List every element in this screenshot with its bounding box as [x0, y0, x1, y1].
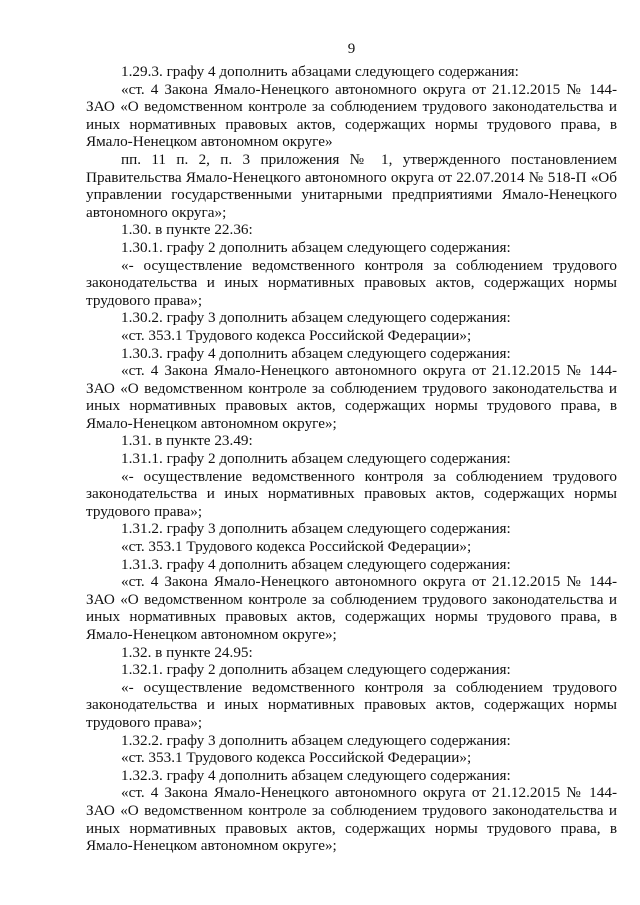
- paragraph-1-31-2: 1.31.2. графу 3 дополнить абзацем следующего содержания:: [121, 520, 511, 538]
- paragraph-control-text: «- осуществление ведомственного контроля за соблюдением трудового законодательства и иных нормативных правовых актов, содержащих нормы трудового права»;: [86, 467, 617, 520]
- paragraph-resolution-reference: пп. 11 п. 2, п. 3 приложения № 1, утвержденного постановлением Правительства Ямало-Ненецкого автономного округа от 22.07.2014 № 518-П «Об управлении государственными унитарными предприятиями Ямало-Ненецкого автономного округа»;: [86, 150, 617, 221]
- paragraph-1-31: 1.31. в пункте 23.49:: [121, 432, 253, 450]
- paragraph-1-32-2: 1.32.2. графу 3 дополнить абзацем следующего содержания:: [121, 731, 511, 749]
- page-number: 9: [347, 41, 356, 57]
- paragraph-control-text: «- осуществление ведомственного контроля за соблюдением трудового законодательства и иных нормативных правовых актов, содержащих нормы трудового права»;: [86, 256, 617, 309]
- paragraph-labor-code: «ст. 353.1 Трудового кодекса Российской Федерации»;: [121, 749, 472, 767]
- paragraph-1-32-1: 1.32.1. графу 2 дополнить абзацем следующего содержания:: [121, 661, 511, 679]
- paragraph-1-29-3: 1.29.3. графу 4 дополнить абзацами следующего содержания:: [121, 63, 519, 80]
- document-page: [86, 0, 617, 905]
- paragraph-1-30-2: 1.30.2. графу 3 дополнить абзацем следующего содержания:: [121, 309, 511, 327]
- paragraph-labor-code: «ст. 353.1 Трудового кодекса Российской Федерации»;: [121, 326, 472, 344]
- paragraph-1-30: 1.30. в пункте 22.36:: [121, 221, 253, 239]
- paragraph-1-30-1: 1.30.1. графу 2 дополнить абзацем следующего содержания:: [121, 238, 511, 256]
- paragraph-law-reference: «ст. 4 Закона Ямало-Ненецкого автономного округа от 21.12.2015 № 144-ЗАО «О ведомственном контроле за соблюдением трудового законодательства и иных нормативных правовых актов, содержащих нормы трудового права, в Ямало-Ненецком автономном округе»;: [86, 362, 617, 432]
- paragraph-law-reference: «ст. 4 Закона Ямало-Ненецкого автономного округа от 21.12.2015 № 144-ЗАО «О ведомственном контроле за соблюдением трудового законодательства и иных нормативных правовых актов, содержащих нормы трудового права, в Ямало-Ненецком автономном округе»;: [86, 573, 617, 643]
- paragraph-1-32: 1.32. в пункте 24.95:: [121, 643, 253, 661]
- paragraph-law-reference: «ст. 4 Закона Ямало-Ненецкого автономного округа от 21.12.2015 № 144-ЗАО «О ведомственном контроле за соблюдением трудового законодательства и иных нормативных правовых актов, содержащих нормы трудового права, в Ямало-Ненецком автономном округе»: [86, 80, 617, 151]
- document-body: [86, 63, 617, 855]
- paragraph-1-31-3: 1.31.3. графу 4 дополнить абзацем следующего содержания:: [121, 555, 511, 573]
- paragraph-1-32-3: 1.32.3. графу 4 дополнить абзацем следующего содержания:: [121, 766, 511, 784]
- paragraph-control-text: «- осуществление ведомственного контроля за соблюдением трудового законодательства и иных нормативных правовых актов, содержащих нормы трудового права»;: [86, 678, 617, 731]
- paragraph-1-30-3: 1.30.3. графу 4 дополнить абзацем следующего содержания:: [121, 344, 511, 362]
- paragraph-1-31-1: 1.31.1. графу 2 дополнить абзацем следующего содержания:: [121, 450, 511, 468]
- paragraph-labor-code: «ст. 353.1 Трудового кодекса Российской Федерации»;: [121, 538, 472, 556]
- paragraph-law-reference: «ст. 4 Закона Ямало-Ненецкого автономного округа от 21.12.2015 № 144-ЗАО «О ведомственном контроле за соблюдением трудового законодательства и иных нормативных правовых актов, содержащих нормы трудового права, в Ямало-Ненецком автономном округе»;: [86, 784, 617, 855]
